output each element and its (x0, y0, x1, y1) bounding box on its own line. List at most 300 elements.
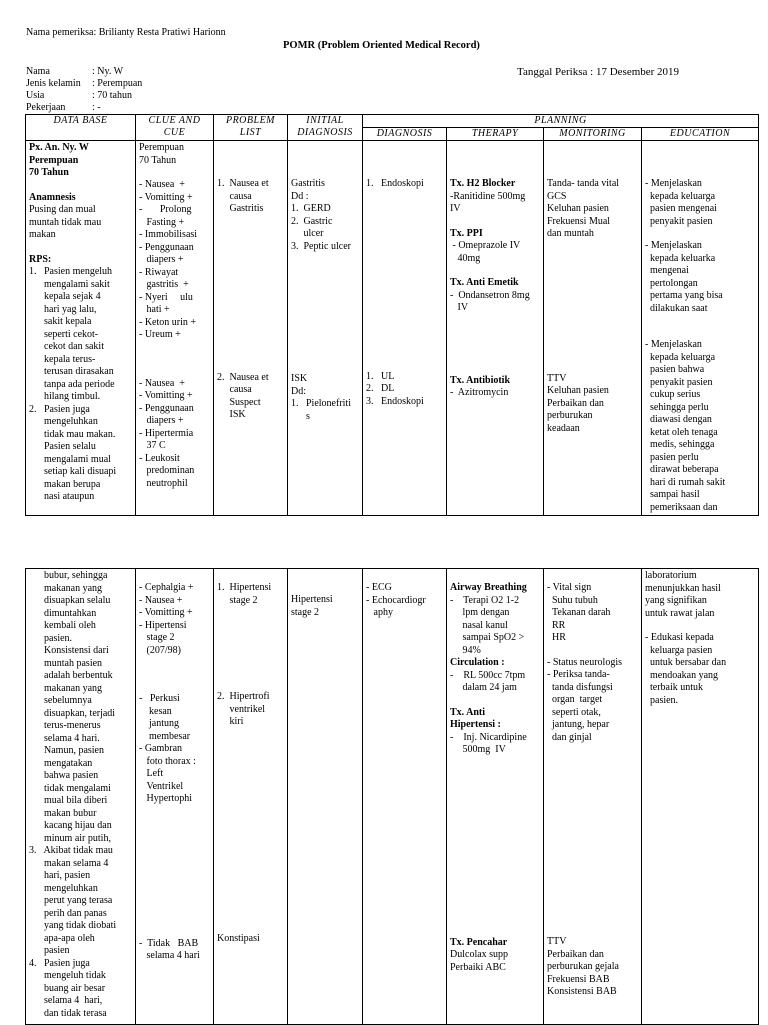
text-line (217, 631, 284, 643)
text-line: - Hipertermia (139, 427, 194, 439)
text-line: - Echocardiogr (366, 594, 426, 606)
text-line (450, 841, 540, 853)
text-line: keluarga pasien (645, 644, 713, 656)
text-line: pasien. (645, 694, 679, 706)
text-line (366, 323, 443, 335)
text-line: Suhu tubuh (547, 594, 598, 606)
text-line (217, 777, 284, 789)
text-line (217, 801, 284, 813)
text-line: mengeluh tidak (29, 970, 106, 981)
text-line (291, 337, 359, 349)
text-line (547, 361, 638, 373)
text-line: 2. Gastric (291, 215, 333, 227)
text-line: dirawat beberapa (645, 464, 719, 475)
text-line: diapers + (139, 415, 184, 426)
patient-age-value: : 70 tahun (92, 90, 132, 101)
text-line (366, 263, 443, 275)
text-line (217, 679, 284, 691)
text-line: kepala sejak 4 (29, 291, 101, 302)
text-line: pertolongan (645, 277, 698, 289)
text-line: muntah tidak mau (29, 216, 102, 228)
text-line: dan tidak terasa (29, 1007, 107, 1019)
text-line (291, 289, 359, 301)
text-line: Dulcolax supp (450, 949, 509, 960)
text-line (450, 154, 540, 166)
cell-diagnosis (363, 569, 447, 1025)
text-line (366, 142, 443, 154)
text-line: -Ranitidine 500mg (450, 190, 526, 202)
cell-education (642, 569, 759, 1025)
text-line: - Leukosit (139, 452, 180, 464)
text-line: kepada keluarka (645, 252, 716, 264)
text-line: nasi ataupun (29, 491, 95, 502)
text-line: dilakukan saat (645, 302, 708, 314)
text-line: adalah berbentuk (29, 670, 113, 681)
text-line: tanpa ada periode (29, 378, 115, 390)
text-line: RPS: (29, 253, 52, 265)
text-line: Perempuan (139, 142, 184, 153)
text-line: kepada keluarga (645, 351, 716, 363)
cell-clue (136, 569, 214, 1025)
text-line: bubur, sehingga (29, 570, 108, 581)
cell-monitoring (544, 569, 642, 1025)
text-line: makanan yang (29, 682, 103, 694)
text-line (366, 311, 443, 323)
text-line: IV (450, 203, 461, 214)
text-line: - Vomitting + (139, 607, 193, 618)
text-line (139, 902, 210, 914)
text-line (139, 657, 210, 669)
text-line (547, 166, 638, 178)
text-line: kacang hijau dan (29, 820, 112, 831)
text-line: 1. Nausea et (217, 178, 269, 189)
text-line: dan ginjal (547, 731, 592, 743)
text-line (450, 265, 540, 277)
text-line: Airway Breathing (450, 582, 527, 593)
text-line: ISK (217, 409, 246, 420)
text-line: selama 4 hari (139, 950, 200, 961)
patient-sex-label: Jenis kelamin (26, 78, 81, 89)
text-line (139, 878, 210, 890)
text-line (366, 166, 443, 178)
text-line: - Ureum + (139, 329, 181, 340)
text-line (217, 885, 284, 897)
text-line: gastritis + (139, 279, 189, 290)
text-line: Perbaiki ABC (450, 961, 506, 973)
text-line: makan bubur (29, 807, 97, 819)
text-line (291, 277, 359, 289)
text-line (217, 607, 284, 619)
text-line (291, 582, 359, 594)
text-line: Perbaikan dan (547, 948, 604, 960)
text-line: terbaik untuk (645, 682, 704, 693)
text-line (291, 253, 359, 265)
text-line: Tanda- tanda vital (547, 178, 620, 189)
text-line: Hypertophi (139, 793, 193, 804)
text-line: cukup serius (645, 389, 701, 400)
text-line: dan muntah (547, 228, 594, 239)
text-line: tidak mengalami (29, 782, 111, 794)
text-line (291, 301, 359, 313)
text-line: pasien perlu (645, 451, 699, 463)
text-line (547, 645, 638, 657)
text-line (547, 301, 638, 313)
text-line: 3. Akibat tidak mau (29, 845, 113, 856)
text-line (291, 154, 359, 166)
text-line (547, 924, 638, 936)
text-line (547, 325, 638, 337)
text-line (217, 216, 284, 228)
text-line: apa-apa oleh (29, 932, 95, 944)
text-line: minum air putih, (29, 832, 111, 844)
text-line (547, 840, 638, 852)
text-line: hati + (139, 304, 170, 315)
text-line: neutrophil (139, 477, 188, 489)
text-line: TTV (547, 936, 567, 947)
text-line: Pasien selalu (29, 441, 96, 452)
text-line: pasien. (29, 632, 73, 644)
text-line: mengatakan (29, 757, 93, 769)
text-line: hari, pasien (29, 870, 91, 881)
text-line: - Azitromycin (450, 387, 509, 398)
text-line: menunjukkan hasil (645, 582, 721, 594)
text-line (217, 336, 284, 348)
text-line: organ target (547, 694, 603, 705)
text-line (291, 325, 359, 337)
text-line: tidak mau makan. (29, 428, 116, 440)
text-line: disuapkan selalu (29, 595, 111, 606)
patient-age-label: Usia (26, 90, 45, 101)
text-line: yang signifikan (645, 595, 707, 606)
text-line: mengeluhkan (29, 882, 98, 894)
text-line (139, 669, 210, 681)
text-line: yang tidak diobati (29, 920, 117, 931)
text-line (217, 264, 284, 276)
text-line (366, 347, 443, 359)
text-line (547, 570, 638, 582)
text-line (291, 361, 359, 373)
text-line: makan (29, 229, 56, 240)
text-line: Konstipasi (217, 932, 260, 944)
text-line (547, 792, 638, 804)
text-line (217, 921, 284, 933)
cell-initial (288, 141, 363, 516)
cell-education (642, 141, 759, 516)
text-line (450, 315, 540, 327)
text-line: Hipertensi : (450, 719, 501, 730)
text-line (217, 789, 284, 801)
text-line: - Status neurologis (547, 656, 622, 668)
text-line (139, 806, 210, 818)
text-line: mengalami mual (29, 453, 111, 465)
text-line: RR (547, 619, 566, 631)
text-line: - Vital sign (547, 582, 592, 593)
text-line: - Menjelaskan (645, 240, 702, 251)
text-line (291, 265, 359, 277)
text-line (547, 768, 638, 780)
text-line (366, 275, 443, 287)
text-line (547, 142, 638, 154)
text-line (366, 299, 443, 311)
text-line: Tx. Pencahar (450, 936, 508, 948)
text-line (139, 342, 210, 354)
text-line (645, 228, 755, 240)
text-line (547, 756, 638, 768)
text-line: sakit kepala (29, 316, 92, 327)
text-line: kembali oleh (29, 620, 96, 631)
header-database: DATA BASE (26, 115, 136, 141)
examiner-name: Nama pemeriksa: Brilianty Resta Pratiwi Harionn (26, 27, 226, 38)
text-line: 94% (450, 644, 481, 656)
text-line (217, 667, 284, 679)
text-line (217, 360, 284, 372)
text-line: Px. An. Ny. W (29, 142, 89, 153)
text-line: kiri (217, 716, 244, 727)
text-line: pasien (29, 945, 70, 956)
exam-date: Tanggal Periksa : 17 Desember 2019 (517, 66, 680, 78)
text-line: - Vomitting + (139, 191, 193, 203)
cell-therapy (447, 141, 544, 516)
text-line: Suspect (217, 396, 261, 408)
text-line (366, 335, 443, 347)
text-line: (207/98) (139, 644, 181, 656)
text-line: lpm dengan (450, 607, 510, 618)
text-line (450, 829, 540, 841)
text-line (29, 242, 132, 254)
text-line: 500mg IV (450, 744, 506, 755)
text-line: ketat oleh tenaga (645, 426, 718, 438)
text-line: foto thorax : (139, 755, 196, 767)
text-line (139, 366, 210, 378)
text-line: jantung, hepar (547, 719, 610, 730)
cell-therapy (447, 569, 544, 1025)
text-line: perut yang terasa (29, 895, 113, 906)
text-line: - Penggunaan (139, 402, 194, 414)
text-line: hilang timbul. (29, 391, 101, 402)
text-line (29, 180, 132, 192)
text-line (366, 239, 443, 251)
text-line (139, 830, 210, 842)
text-line: 37 C (139, 440, 166, 451)
text-line (450, 769, 540, 781)
text-line: Tekanan darah (547, 607, 611, 618)
patient-job-value: : - (92, 102, 101, 113)
text-line (645, 166, 755, 178)
text-line: Dd : (291, 190, 309, 202)
text-line: - Prolong (139, 204, 192, 215)
text-line (291, 349, 359, 361)
text-line (450, 925, 540, 937)
text-line (217, 861, 284, 873)
text-line: 3. Endoskopi (366, 395, 424, 407)
text-line: untuk bersabar dan (645, 657, 727, 668)
text-line: Perempuan (29, 154, 79, 166)
text-line (366, 359, 443, 371)
cell-problem (214, 569, 288, 1025)
cell-diagnosis (363, 141, 447, 516)
text-line: - Penggunaan (139, 241, 194, 253)
text-line (366, 227, 443, 239)
text-line (450, 695, 540, 707)
patient-job-label: Pekerjaan (26, 102, 66, 113)
text-line: Tx. Antibiotik (450, 374, 511, 386)
text-line (547, 852, 638, 864)
text-line: muntah pasien (29, 657, 103, 669)
text-line: hari di rumah sakit (645, 476, 726, 488)
text-line: mengeluhkan (29, 416, 98, 427)
text-line (217, 837, 284, 849)
text-line (139, 914, 210, 926)
text-line (547, 277, 638, 289)
text-line (547, 241, 638, 253)
text-line: - Keton urin + (139, 316, 197, 328)
text-line: - Hipertensi (139, 619, 187, 631)
text-line: s (291, 410, 310, 422)
text-line: Frekuensi BAB (547, 973, 610, 985)
text-line (217, 655, 284, 667)
text-line: Tx. Anti (450, 706, 486, 718)
text-line (547, 349, 638, 361)
text-line (547, 780, 638, 792)
text-line: sampai SpO2 > (450, 632, 525, 643)
text-line (139, 842, 210, 854)
text-line: terus-menerus (29, 720, 101, 731)
text-line: - Cephalgia + (139, 582, 194, 593)
text-line: - Inj. Nicardipine (450, 731, 527, 743)
text-line: predominan (139, 465, 195, 476)
text-line (450, 805, 540, 817)
text-line: Dd: (291, 385, 306, 397)
text-line (217, 897, 284, 909)
text-line (217, 849, 284, 861)
text-line: - Terapi O2 1-2 (450, 594, 520, 606)
header-problem: PROBLEM LIST (214, 115, 288, 141)
text-line: - Omeprazole IV (450, 240, 521, 251)
header-planning: PLANNING (363, 115, 759, 128)
text-line (217, 825, 284, 837)
text-line: - Nausea + (139, 377, 185, 389)
text-line: Fasting + (139, 216, 185, 228)
header-clue: CLUE AND CUE (136, 115, 214, 141)
text-line (450, 339, 540, 351)
text-line: Namun, pasien (29, 745, 104, 756)
text-line (645, 620, 755, 632)
text-line: Circulation : (450, 657, 505, 668)
text-line (547, 912, 638, 924)
text-line: - Ondansetron 8mg (450, 289, 530, 301)
text-line (217, 570, 284, 582)
text-line (547, 900, 638, 912)
cell-initial (288, 569, 363, 1025)
text-line: - Nausea + (139, 179, 185, 190)
text-line: setiap kali disuapi (29, 466, 117, 477)
text-line (139, 890, 210, 902)
text-line: makan selama 4 (29, 857, 109, 869)
text-line (547, 804, 638, 816)
text-line: tanda disfungsi (547, 681, 613, 693)
text-line: perburukan gejala (547, 961, 619, 972)
text-line (547, 265, 638, 277)
cell-monitoring (544, 141, 642, 516)
text-line: IV (450, 302, 469, 313)
text-line: cekot dan sakit (29, 341, 104, 352)
text-line: sehingga perlu (645, 401, 709, 413)
header-initial: INITIAL DIAGNOSIS (288, 115, 363, 141)
header-therapy: THERAPY (447, 128, 544, 141)
text-line: causa (217, 384, 252, 395)
text-line (217, 813, 284, 825)
text-line: kepala terus- (29, 353, 96, 365)
text-line: membesar (139, 730, 191, 742)
text-line: 1. GERD (291, 203, 331, 214)
text-line: nasal kanul (450, 619, 508, 631)
text-line (217, 228, 284, 240)
text-line: stage 2 (139, 632, 175, 643)
page-title: POMR (Problem Oriented Medical Record) (283, 40, 480, 51)
text-line: laboratorium (645, 570, 697, 581)
text-line: diapers + (139, 254, 184, 265)
text-line (217, 252, 284, 264)
text-line (217, 300, 284, 312)
text-line (547, 864, 638, 876)
text-line: aphy (366, 607, 393, 618)
text-line (450, 363, 540, 375)
text-line: 1. Pielonefriti (291, 398, 351, 409)
text-line: terusan dirasakan (29, 366, 114, 377)
text-line: medis, sehingga (645, 439, 715, 450)
text-line (217, 312, 284, 324)
text-line (217, 166, 284, 178)
text-line: GCS (547, 190, 567, 202)
text-line (217, 873, 284, 885)
text-line: 1. Endoskopi (366, 178, 424, 189)
text-line (450, 877, 540, 889)
cell-database (26, 569, 136, 1025)
text-line (450, 781, 540, 793)
text-line: - Nyeri ulu (139, 291, 193, 303)
text-line: disuapkan, terjadi (29, 707, 116, 719)
text-line: Hipertensi (291, 594, 333, 605)
text-line: hari yag lalu, (29, 303, 97, 315)
text-line (217, 643, 284, 655)
cell-clue (136, 141, 214, 516)
text-line: 1. Pasien mengeluh (29, 266, 113, 277)
text-line (547, 253, 638, 265)
text-line: penyakit pasien (645, 376, 713, 388)
text-line: - Menjelaskan (645, 178, 702, 189)
text-line: - Gambran (139, 743, 183, 754)
text-line: pasien bahwa (645, 364, 705, 375)
text-line (450, 351, 540, 363)
text-line: causa (217, 190, 252, 202)
text-line: penyakit pasien (645, 215, 713, 227)
text-line (547, 888, 638, 900)
text-line: ventrikel (217, 703, 266, 715)
text-line (366, 215, 443, 227)
text-line (645, 327, 755, 339)
text-line: - Nausea + (139, 594, 183, 606)
text-line: 40mg (450, 252, 481, 264)
text-line: bahwa pasien (29, 770, 99, 781)
cell-database (26, 141, 136, 516)
text-line (217, 348, 284, 360)
text-line: perih dan panas (29, 907, 107, 919)
text-line: mengalami sakit (29, 278, 110, 290)
text-line (217, 753, 284, 765)
text-line (217, 324, 284, 336)
text-line (450, 817, 540, 829)
text-line (291, 570, 359, 582)
